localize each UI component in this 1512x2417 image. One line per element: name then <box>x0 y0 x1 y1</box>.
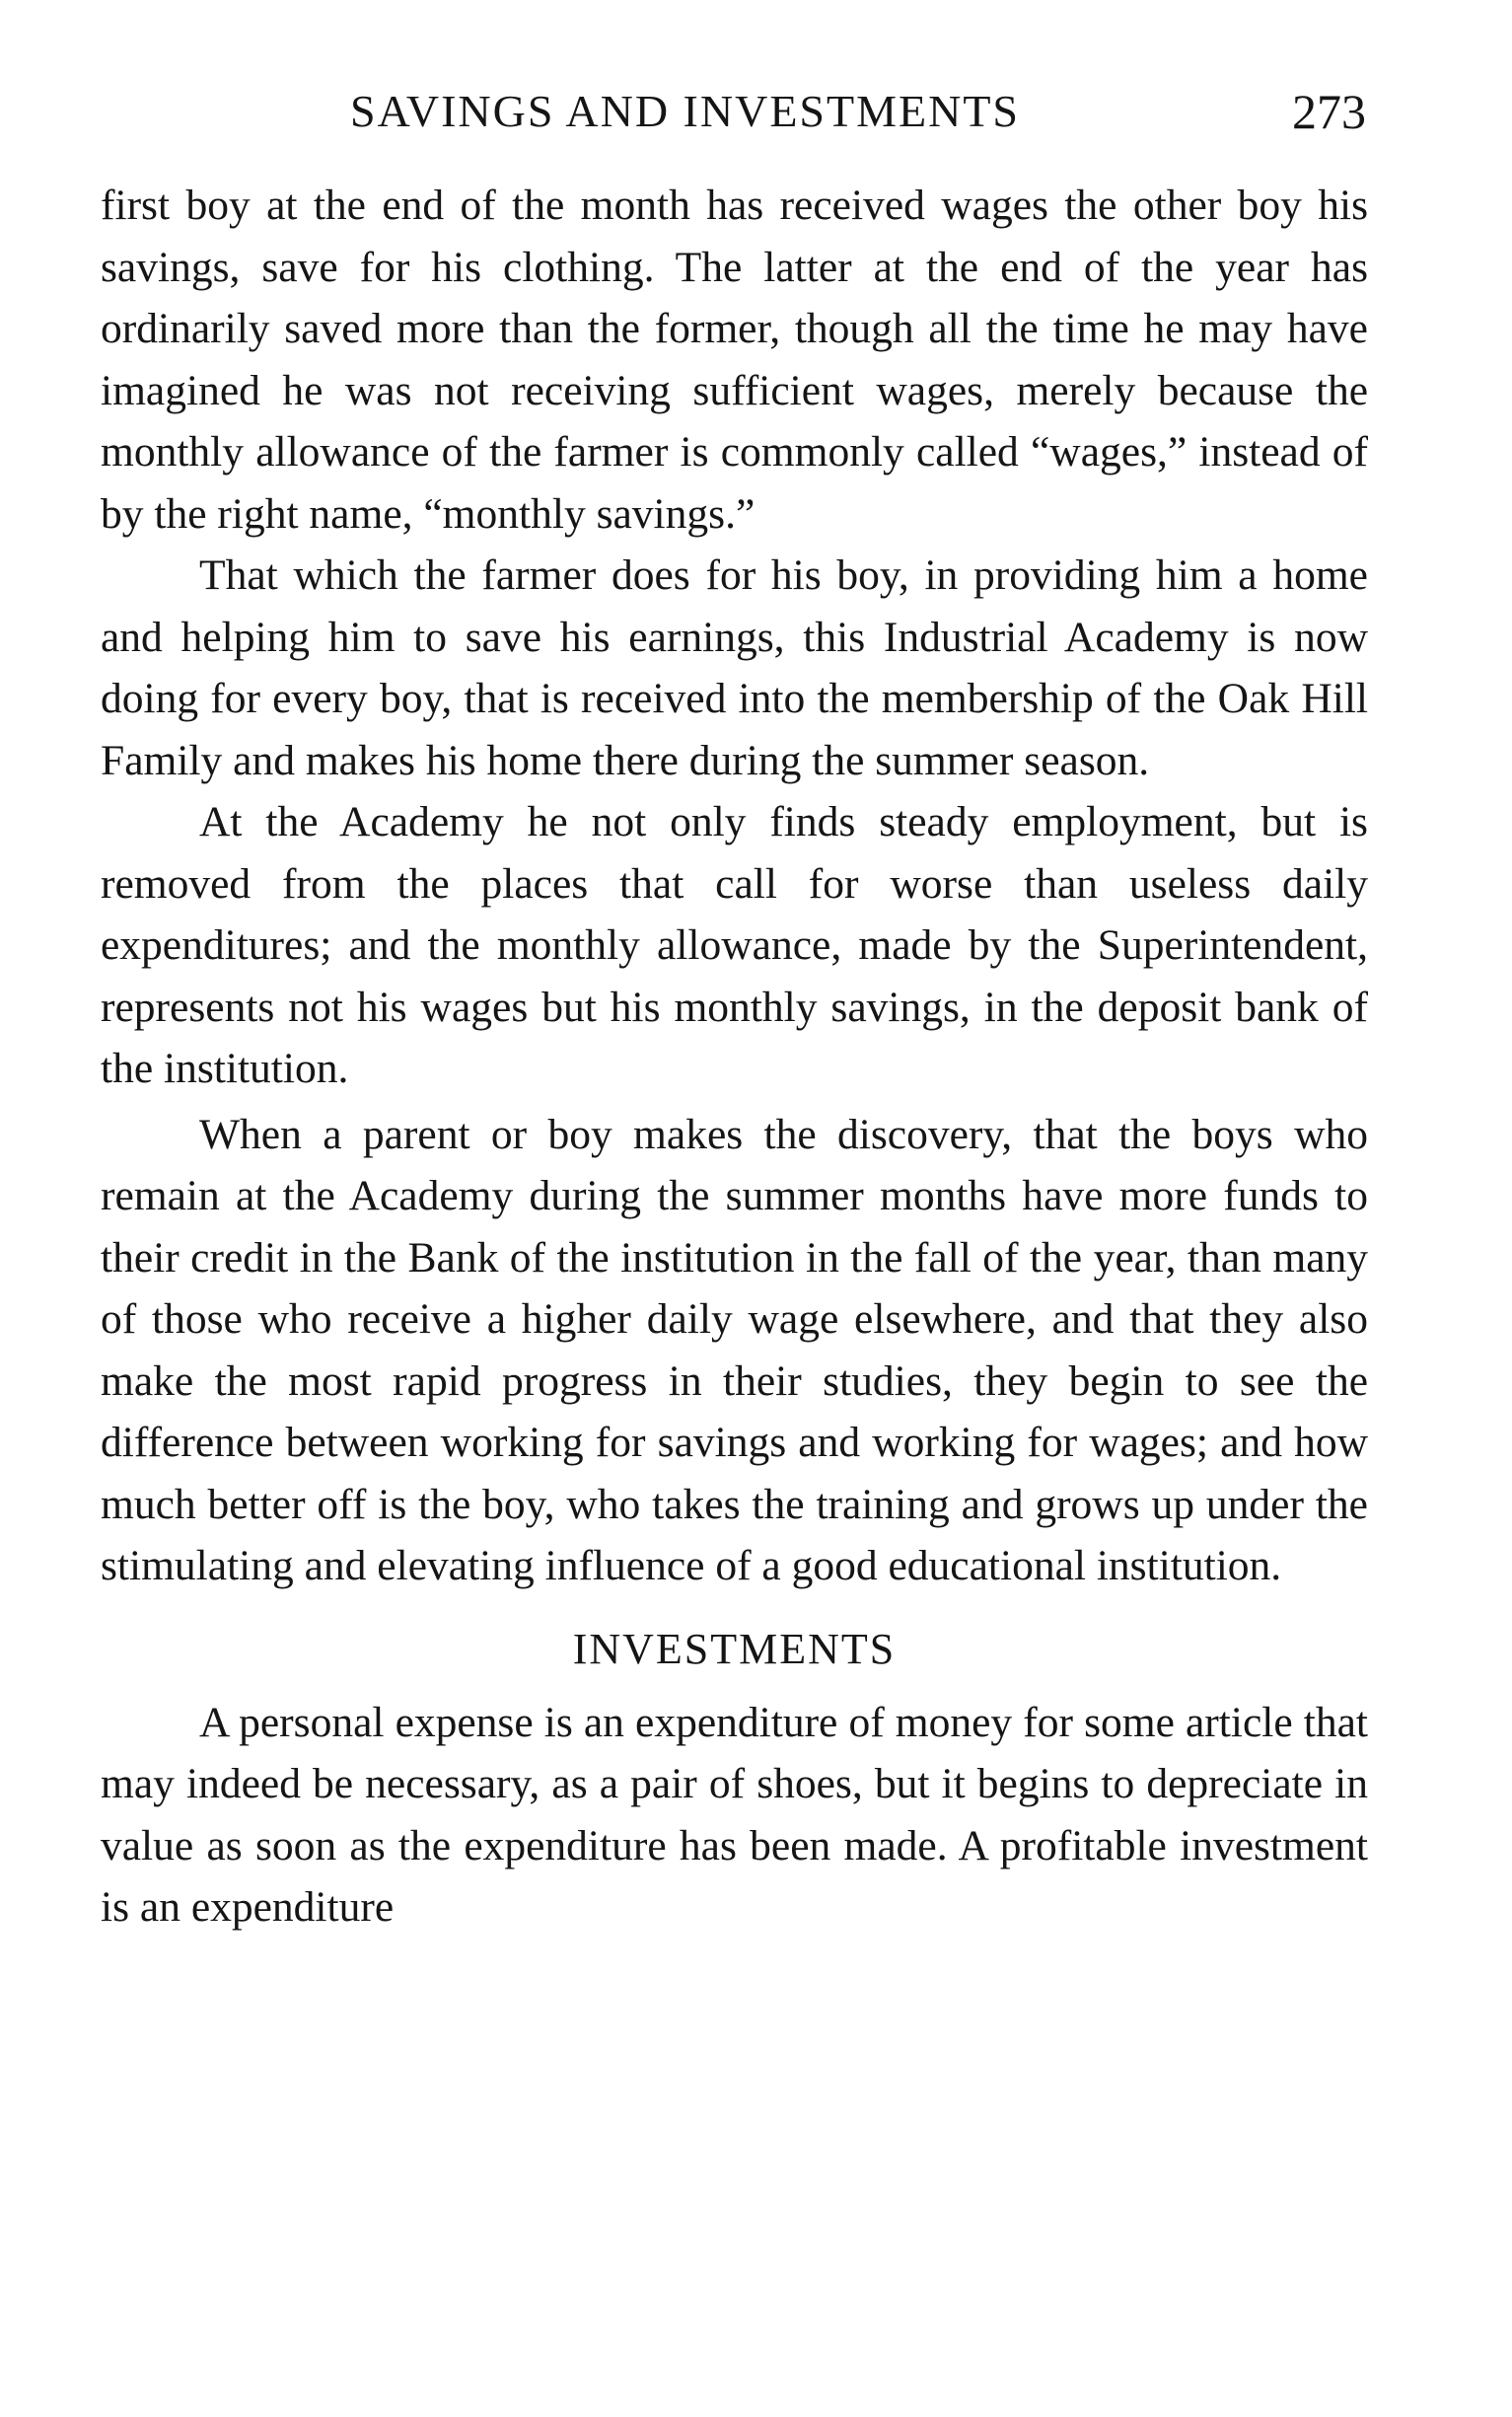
paragraph-continued: first boy at the end of the month has received wages the other boy his savings, save for his clothing. The latter at the end of the year has ordinarily saved more than the former, though all the time he may have imagined he was not receiving sufficient wages, merely because the monthly allowance of the farmer is commonly called “wages,” instead of by the right name, “monthly savings.” <box>101 182 1368 538</box>
page-number: 273 <box>1292 84 1366 139</box>
running-head <box>99 77 1371 146</box>
paragraph-discovery: When a parent or boy makes the discovery, that the boys who remain at the Academy during the summer months have more funds to their credit in the Bank of the institution in the fall of the year, than many of those who receive a higher daily wage elsewhere, and that they also make the most rapid progress in their studies, they begin to see the difference between working for savings and working for wages; and how much better off is the boy, who takes the training and grows up under the stimulating and elevating influence of a good educational institution. <box>101 1110 1368 1589</box>
paragraph-farmer: That which the farmer does for his boy, in providing him a home and helping him to save his earnings, this Industrial Academy is now doing for every boy, that is received into the membership of the Oak Hill Family and makes his home there during the summer season. <box>101 551 1368 784</box>
running-title: SAVINGS AND INVESTMENTS <box>350 86 1020 136</box>
paragraph-personal-expense: A personal expense is an expenditure of money for some article that may indeed be necessary, as a pair of shoes, but it begins to depreciate in value as soon as the expenditure has been made. A profitable investment is an expenditure <box>101 1698 1368 1931</box>
body-text <box>101 175 1368 1939</box>
section-heading-investments: INVESTMENTS <box>572 1624 897 1673</box>
paragraph-academy: At the Academy he not only finds steady employment, but is removed from the places that call for worse than useless daily expenditures; and the monthly allowance, made by the Superintendent, represents not his wages but his monthly savings, in the deposit bank of the institution. <box>101 798 1368 1092</box>
